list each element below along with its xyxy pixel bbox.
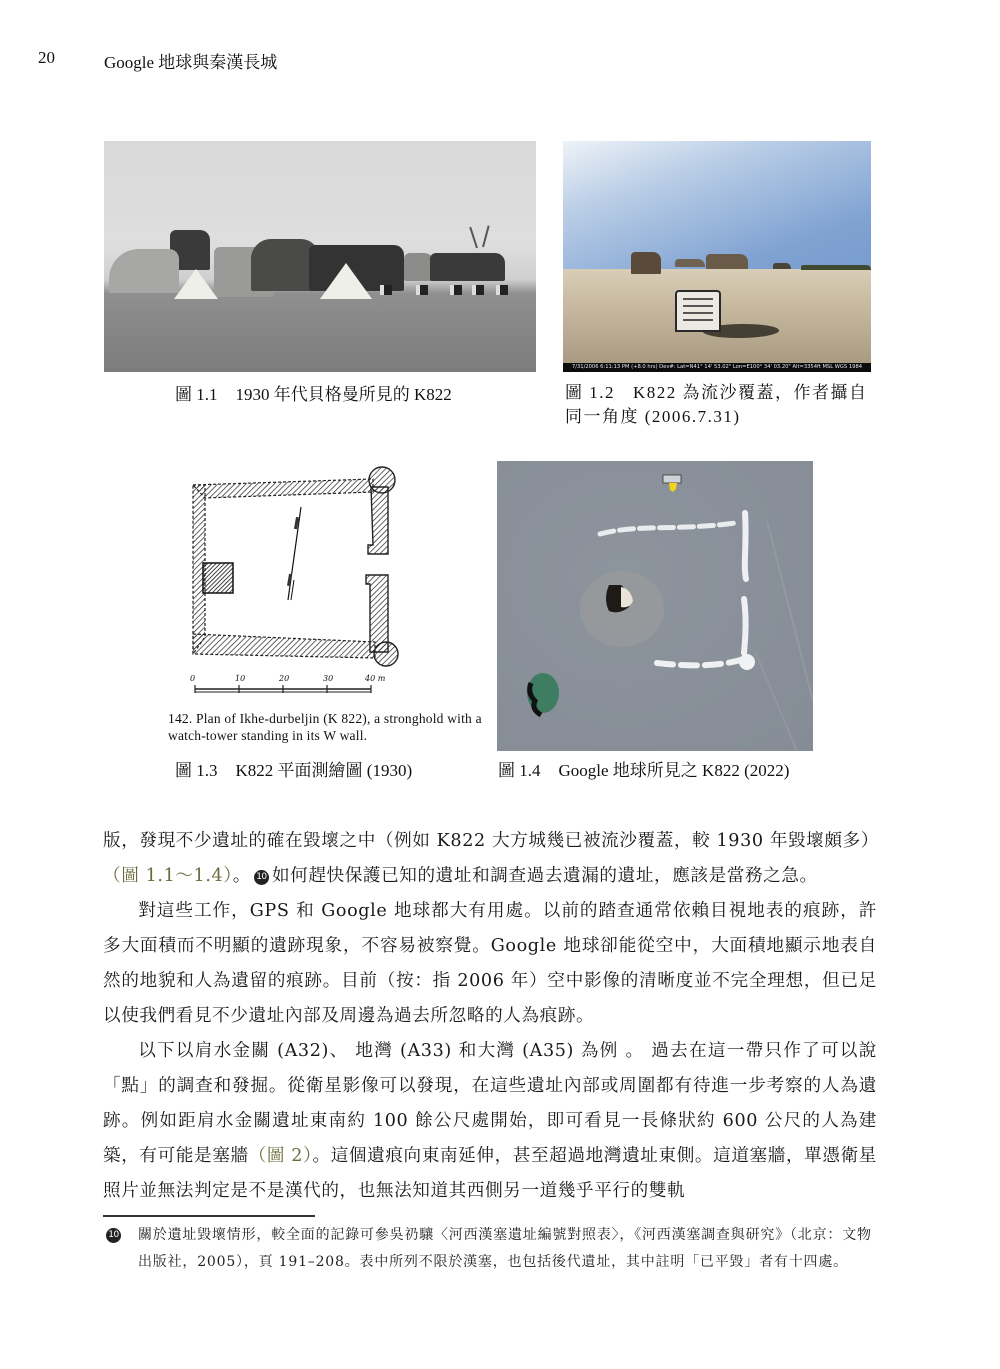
paragraph-text: 。 xyxy=(232,866,251,886)
placemark-pin-icon xyxy=(669,483,677,492)
footnote-10 xyxy=(103,1222,877,1276)
scale-label: 20 xyxy=(279,674,290,683)
figure-1-1-photo xyxy=(104,141,536,372)
figure-number: 圖 1.3 xyxy=(175,761,218,780)
paragraph-1 xyxy=(103,824,880,894)
running-title: Google 地球與秦漢長城 xyxy=(104,53,278,72)
figure-cross-reference[interactable]: （圖 1.1～1.4） xyxy=(103,866,233,886)
footnote-divider xyxy=(103,1215,315,1217)
figure-1-2-caption xyxy=(565,381,873,429)
photo-gps-stamp: 7/31/2006 6:11:13 PM (+8.0 hrs) Dev#: Lat=N41° 14' 53.02" Lon=E100° 34' 03.20" Alt=3354ft MSL WGS 1984 xyxy=(563,363,871,372)
paragraph-text: 如何趕快保護已知的遺址和調查過去遺漏的遺址，應該是當務之急。 xyxy=(271,866,818,886)
body-text xyxy=(103,824,880,1209)
figure-1-3-plan xyxy=(160,462,480,752)
site-marker-sign xyxy=(675,290,721,332)
satellite-image xyxy=(497,461,813,751)
figure-number: 圖 1.4 xyxy=(498,761,541,780)
figure-caption-text: K822 為流沙覆蓋，作者攝自同一角度 (2006.7.31) xyxy=(565,383,868,426)
figure-number: 圖 1.2 xyxy=(565,383,615,402)
figure-caption-text: Google 地球所見之 K822 (2022) xyxy=(558,761,790,780)
figure-cross-reference[interactable]: （圖 2） xyxy=(248,1146,313,1166)
page-number: 20 xyxy=(38,48,55,67)
scale-label: 10 xyxy=(235,674,246,683)
figure-caption-text: 1930 年代貝格曼所見的 K822 xyxy=(235,385,452,404)
paragraph-2: 對這些工作，GPS 和 Google 地球都大有用處。以前的踏查通常依賴目視地表的痕跡，許多大面積而不明顯的遺跡現象，不容易被察覺。Google 地球卻能從空中，大面積地顯示地表自然的地貌和人為遺留的痕跡。目前（按：指 2006 年）空中影像的清晰度並不完全理想，但已足以使我們看見不少遺址內部及周邊為過去所忽略的人為痕跡。 xyxy=(103,901,877,1026)
figure-1-1-caption xyxy=(175,383,452,407)
scale-label: 40 m xyxy=(365,674,386,683)
figure-number: 圖 1.1 xyxy=(175,385,218,404)
footnote-number-icon: 10 xyxy=(106,1228,121,1243)
scale-label: 30 xyxy=(323,674,334,683)
paragraph-text: 版，發現不少遺址的確在毀壞之中（例如 K822 大方城幾已被流沙覆蓋，較 1930 年毀壞頗多） xyxy=(103,831,880,851)
scale-labels xyxy=(190,674,400,686)
paragraph-3 xyxy=(103,1034,877,1209)
figure-1-4-caption xyxy=(498,759,789,783)
footnote-text: 關於遺址毀壞情形，較全面的記錄可參吳礽驤〈河西漢塞遺址編號對照表〉，《河西漢塞調查與研究》（北京：文物出版社，2005），頁 191–208。表中所列不限於漢塞，也包括後代遺址，其中註明「已平毀」者有十四處。 xyxy=(138,1227,872,1270)
figure-1-4-satellite xyxy=(497,461,813,751)
figure-caption-text: K822 平面測繪圖 (1930) xyxy=(235,761,413,780)
plan-original-caption: 142. Plan of Ikhe-durbeljin (K 822), a stronghold with a watch-tower standing in its W wall. xyxy=(168,711,482,743)
scale-label: 0 xyxy=(190,674,196,683)
footnote-marker-10[interactable]: 10 xyxy=(254,870,269,885)
paragraph-text: 。這個遺痕向東南延伸，甚至超過地灣遺址東側。這道塞牆，單憑衛星照片並無法判定是不是漢代的，也無法知道其西側另一道幾乎平行的雙軌 xyxy=(103,1146,877,1201)
figure-1-2-photo xyxy=(563,141,871,372)
figure-1-3-caption xyxy=(175,759,412,783)
paragraph-text: 以下以肩水金關 (A32)、 地灣 (A33) 和大灣 (A35) 為例 。 過去在這一帶只作了可以說「點」的調查和發掘。從衛星影像可以發現，在這些遺址內部或周圍都有待進一步考察的人為遺跡。例如距肩水金關遺址東南約 100 餘公尺處開始，即可看見一長條狀約 600 公尺的人為建築，有可能是塞牆 xyxy=(103,1041,877,1166)
